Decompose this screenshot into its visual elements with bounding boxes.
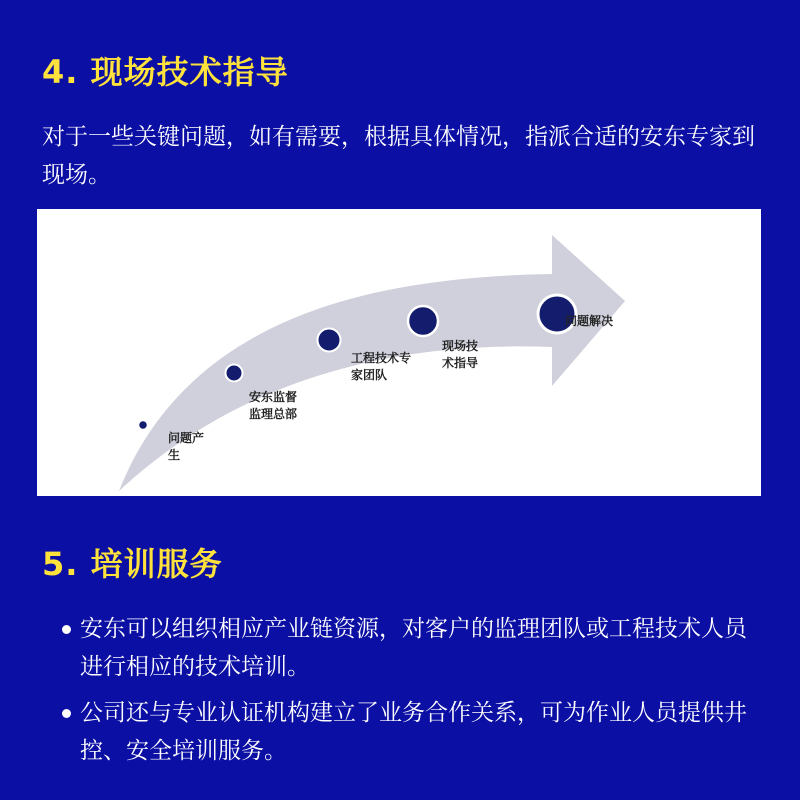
node-label-3-line-2: 家团队 — [351, 368, 388, 382]
node-label-4-line-1: 现场技 — [442, 339, 479, 353]
training-bullet-list — [60, 610, 760, 778]
node-label-1-line-2: 生 — [168, 448, 181, 462]
node-label-2 — [249, 389, 297, 423]
bullet-dot-icon — [62, 625, 71, 634]
node-label-1-line-1: 问题产 — [168, 431, 205, 445]
node-label-4-line-2: 术指导 — [442, 356, 479, 370]
node-label-2-line-2: 监理总部 — [249, 407, 298, 421]
bullet-item-2-text: 公司还与专业认证机构建立了业务合作关系，可为作业人员提供井控、安全培训服务。 — [80, 700, 747, 764]
node-label-1 — [168, 430, 204, 464]
section-5-heading: 5. 培训服务 — [42, 545, 223, 583]
node-label-5-line-1: 问题解决 — [565, 314, 614, 328]
node-label-2-line-1: 安东监督 — [249, 390, 298, 404]
node-dot-2 — [226, 365, 243, 382]
process-diagram — [37, 209, 761, 496]
bullet-item-2 — [60, 694, 760, 770]
section-4-paragraph: 对于一些关键问题，如有需要，根据具体情况，指派合适的安东专家到现场。 — [42, 124, 755, 188]
node-label-3-line-1: 工程技术专 — [351, 351, 412, 365]
bullet-item-1 — [60, 610, 760, 686]
node-dot-4 — [408, 306, 438, 336]
bullet-item-1-text: 安东可以组织相应产业链资源，对客户的监理团队或工程技术人员进行相应的技术培训。 — [80, 616, 747, 680]
node-label-3 — [351, 350, 411, 384]
section-4-heading: 4. 现场技术指导 — [42, 53, 289, 91]
node-dot-1 — [139, 421, 148, 430]
node-label-4 — [442, 338, 478, 372]
bullet-dot-icon — [62, 709, 71, 718]
node-dot-3 — [318, 329, 341, 352]
node-label-5 — [565, 313, 613, 330]
